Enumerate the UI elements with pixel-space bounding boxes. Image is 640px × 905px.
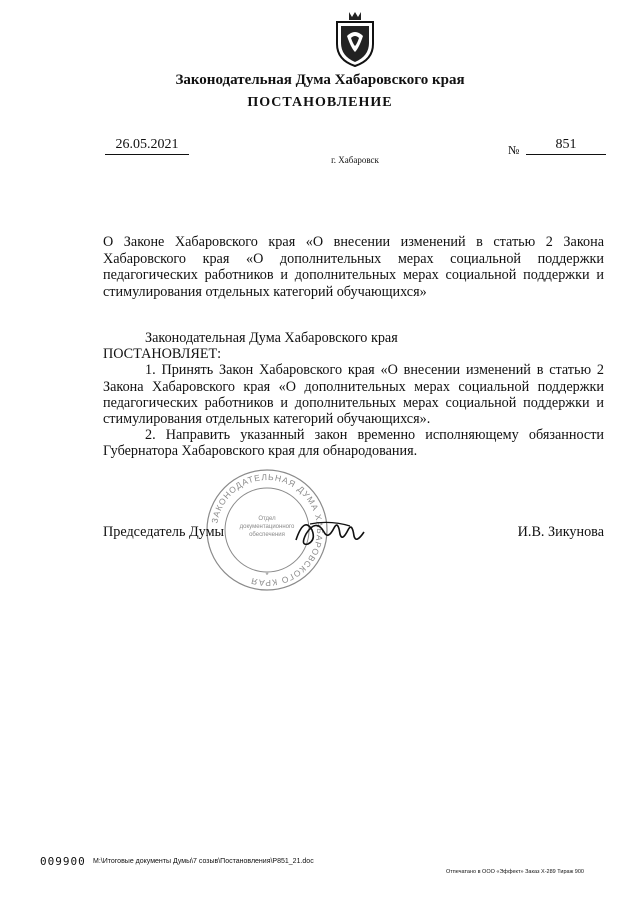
document-date: 26.05.2021 bbox=[105, 137, 189, 155]
document-city: г. Хабаровск bbox=[331, 155, 379, 165]
signatory-title: Председатель Думы bbox=[103, 524, 225, 540]
document-number: 851 bbox=[526, 137, 606, 155]
document-kind: ПОСТАНОВЛЕНИЕ bbox=[247, 95, 393, 110]
preamble-line: Законодательная Дума Хабаровского края bbox=[145, 330, 398, 346]
svg-text:обеспечения: обеспечения bbox=[249, 532, 285, 538]
svg-text:документационного: документационного bbox=[239, 524, 295, 530]
svg-text:Отдел: Отдел bbox=[258, 516, 276, 522]
signatory-name: И.В. Зикунова bbox=[517, 524, 604, 540]
registration-number: 009900 bbox=[40, 855, 86, 868]
organization-name: Законодательная Дума Хабаровского края bbox=[175, 72, 465, 88]
resolution-item-1: 1. Принять Закон Хабаровского края «О внесении изменений в статью 2 Закона Хабаровского края «О дополнительных мерах социальной поддержки педагогических работников и дополнительных мерах социальной поддержки и стимулирования отдельных категорий обучающихся». bbox=[103, 362, 604, 428]
resolution-item-2: 2. Направить указанный закон временно исполняющему обязанности Губернатора Хабаровского края для обнародования. bbox=[103, 427, 604, 460]
document-body bbox=[103, 330, 604, 460]
svg-text:*: * bbox=[265, 571, 269, 580]
handwritten-signature bbox=[290, 510, 370, 550]
document-title: О Законе Хабаровского края «О внесении изменений в статью 2 Закона Хабаровского края «О дополнительных мерах социальной поддержки педагогических работников и дополнительных мерах социальной поддержки и стимулирования отдельных категорий обучающихся» bbox=[103, 234, 604, 300]
file-path: М:\Итоговые документы Думы\7 созыв\Постановления\Р851_21.doc bbox=[93, 858, 314, 865]
print-info: Отпечатано в ООО «Эффект» Заказ Х-289 Тираж 900 bbox=[446, 869, 584, 875]
resolves-line: ПОСТАНОВЛЯЕТ: bbox=[103, 346, 222, 363]
svg-text:ЗАКОНОДАТЕЛЬНАЯ ДУМА ХАБАРОВСК: ЗАКОНОДАТЕЛЬНАЯ ДУМА ХАБАРОВСКОГО КРАЯ bbox=[209, 471, 326, 589]
coat-of-arms-emblem bbox=[333, 8, 377, 68]
number-label: № bbox=[508, 143, 520, 157]
